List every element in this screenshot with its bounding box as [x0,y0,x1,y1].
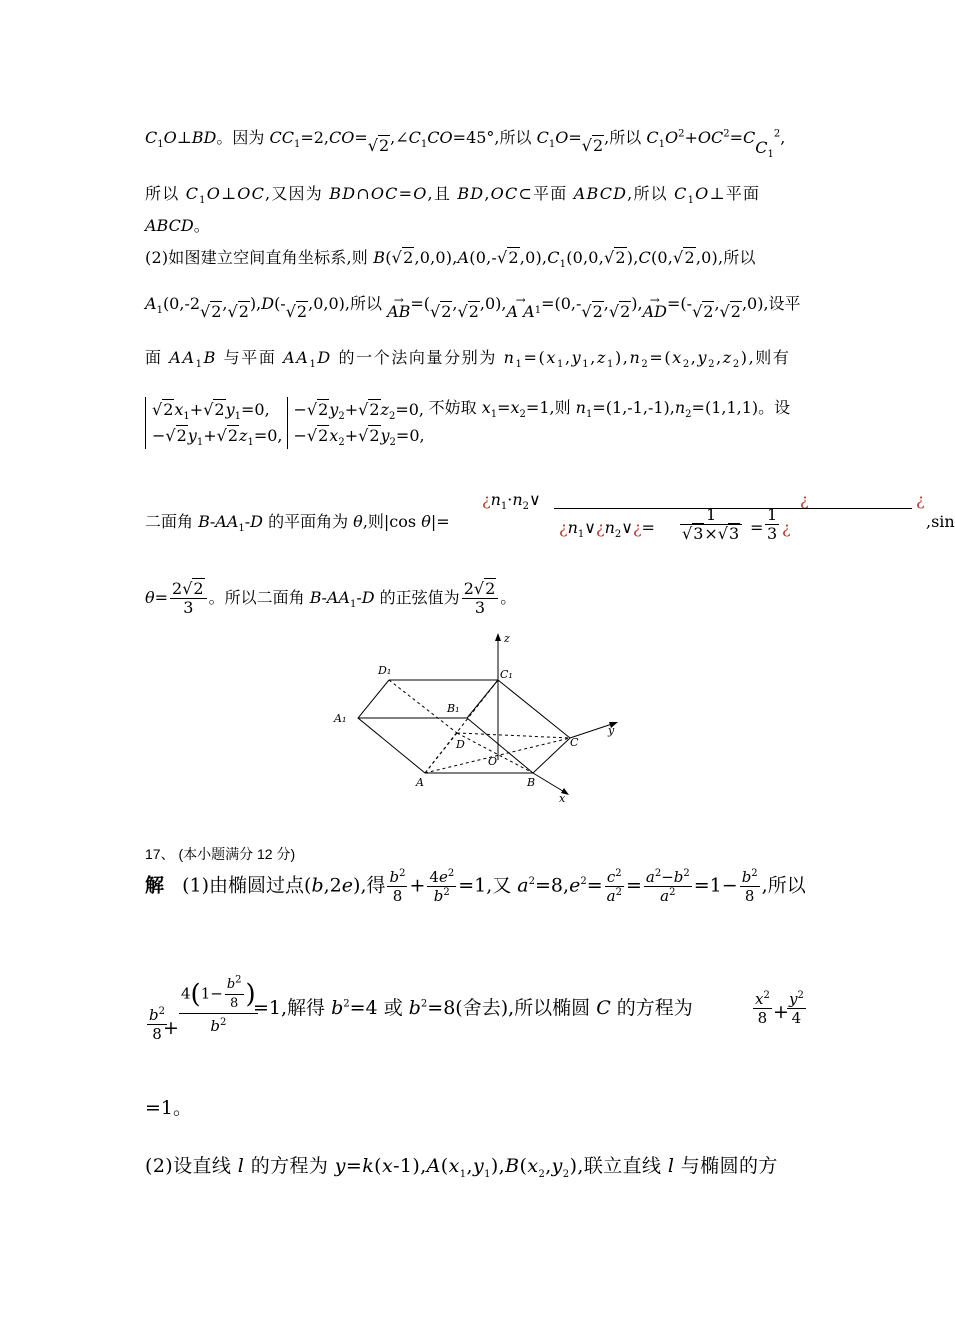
text-line-4: (2)如图建立空间直角坐标系,则 $B(√2,0,0),A(0,-√2,0),C_1(0,0,√2),C(0,√2,0)$,所以 [145,248,756,271]
line-7-tail: 不妨取 $x_1=x_2=1$,则 $n_1=(1,-1,-1),n_2=(1,1,1)$。设 [428,398,791,421]
label-A1: A₁ [334,712,347,725]
text-line-8: 二面角 $B-AA_1-D$ 的平面角为 θ,则|cos θ|= ¿$n_1\cdot n_2\vee$ ¿ ¿$n_1\vee¿n_2\vee¿=$ $\frac{1}{√3\times√3}$ = $\frac{1}{3}$ ¿ ¿ ,sin [145,488,807,558]
text-line-9: θ= $\frac{2√2}{3}$ 。所以二面角 $B-AA_1-D$ 的正弦值为 $\frac{2√2}{3}$ 。 [145,579,517,617]
solution-line-4: (2)设直线 l 的方程为 $y=k(x-1),A(x_1,y_1),B(x_2,y_2)$,联立直线 l 与椭圆的方 [145,1155,778,1180]
solution-line-1: 解 (1)由椭圆过点(b,2e),得 $\frac{b^2}{8}$ + $\frac{4e^2}{b^2}$ =1,又 $a^2=8,e^2=$ $\frac{c^2}{a^2}$ = $\frac{a^2-b^2}{a^2}$ =1− $\frac{b^2}{8}$ ,所以 [145,868,806,905]
text-line-5: $A_1(0,-2√2,√2),D(-√2,0,0)$,所以 → AB=(√2,√2,0),→ A $A_1=(0,-√2,√2),\to AD=(-√2,√2,0)$,设平 [145,292,807,324]
label-C: C [570,736,579,749]
label-B: B [527,776,536,789]
text-line-6: 面 $AA_1B$ 与平面 $AA_1D$ 的一个法向量分别为 $n_1=(x_1,y_1,z_1),n_2=(x_2,y_2,z_2)$,则有 [145,348,791,371]
label-A: A [416,776,424,789]
text-line-7 [145,396,807,456]
solution-line-2: $\frac{b^2}{8}$ + 4(1− $\frac{b^2}{8}$ ) $b^2$ =1,解得 $b^2=4$ 或 $b^2=8$(舍去),所以椭圆 C 的方程为 $\frac{x^2}{8}$ + $\frac{y^2}{4}$ [149,974,804,1043]
text-line-2: 所以 $C_1O\perp OC$,又因为 BD∩OC=O,且 BD,OC⊂平面 ABCD,所以 $C_1O\perp$平面 [145,184,761,207]
label-O: O [488,755,498,768]
label-B1: B₁ [447,702,460,715]
text-line-1: $C_1O\perp BD$。因为 $CC_1=2,CO=√2,\angle C_1CO=45^\circ$,所以 $C_1O=√2$,所以 $C_1O^2+OC^2=CC_1^2$, [145,128,786,161]
solution-line-3: =1。 [145,1097,193,1119]
question-17-heading: 17、 (本小题满分 12 分) [145,846,296,862]
label-C1: C₁ [500,668,513,681]
label-x: x [559,792,566,805]
cos-fraction: ¿$n_1\cdot n_2\vee$ ¿ ¿$n_1\vee¿n_2\vee¿=$ $\frac{1}{√3\times√3}$ = $\frac{1}{3}$ ¿ ¿ ,sin [482,490,955,543]
label-y: y [608,724,615,737]
label-D: D [456,738,465,751]
equation-system-1: $√2x_1+√2y_1=0$, $-√2y_1+√2z_1=0$, [145,397,283,449]
label-z: z [504,632,510,645]
prism-figure [330,630,620,810]
label-D1: D₁ [378,664,392,677]
text-line-3: ABCD。 [145,216,210,235]
equation-system-2: $-√2y_2+√2z_2=0$, $-√2x_2+√2y_2=0$, [287,397,425,449]
